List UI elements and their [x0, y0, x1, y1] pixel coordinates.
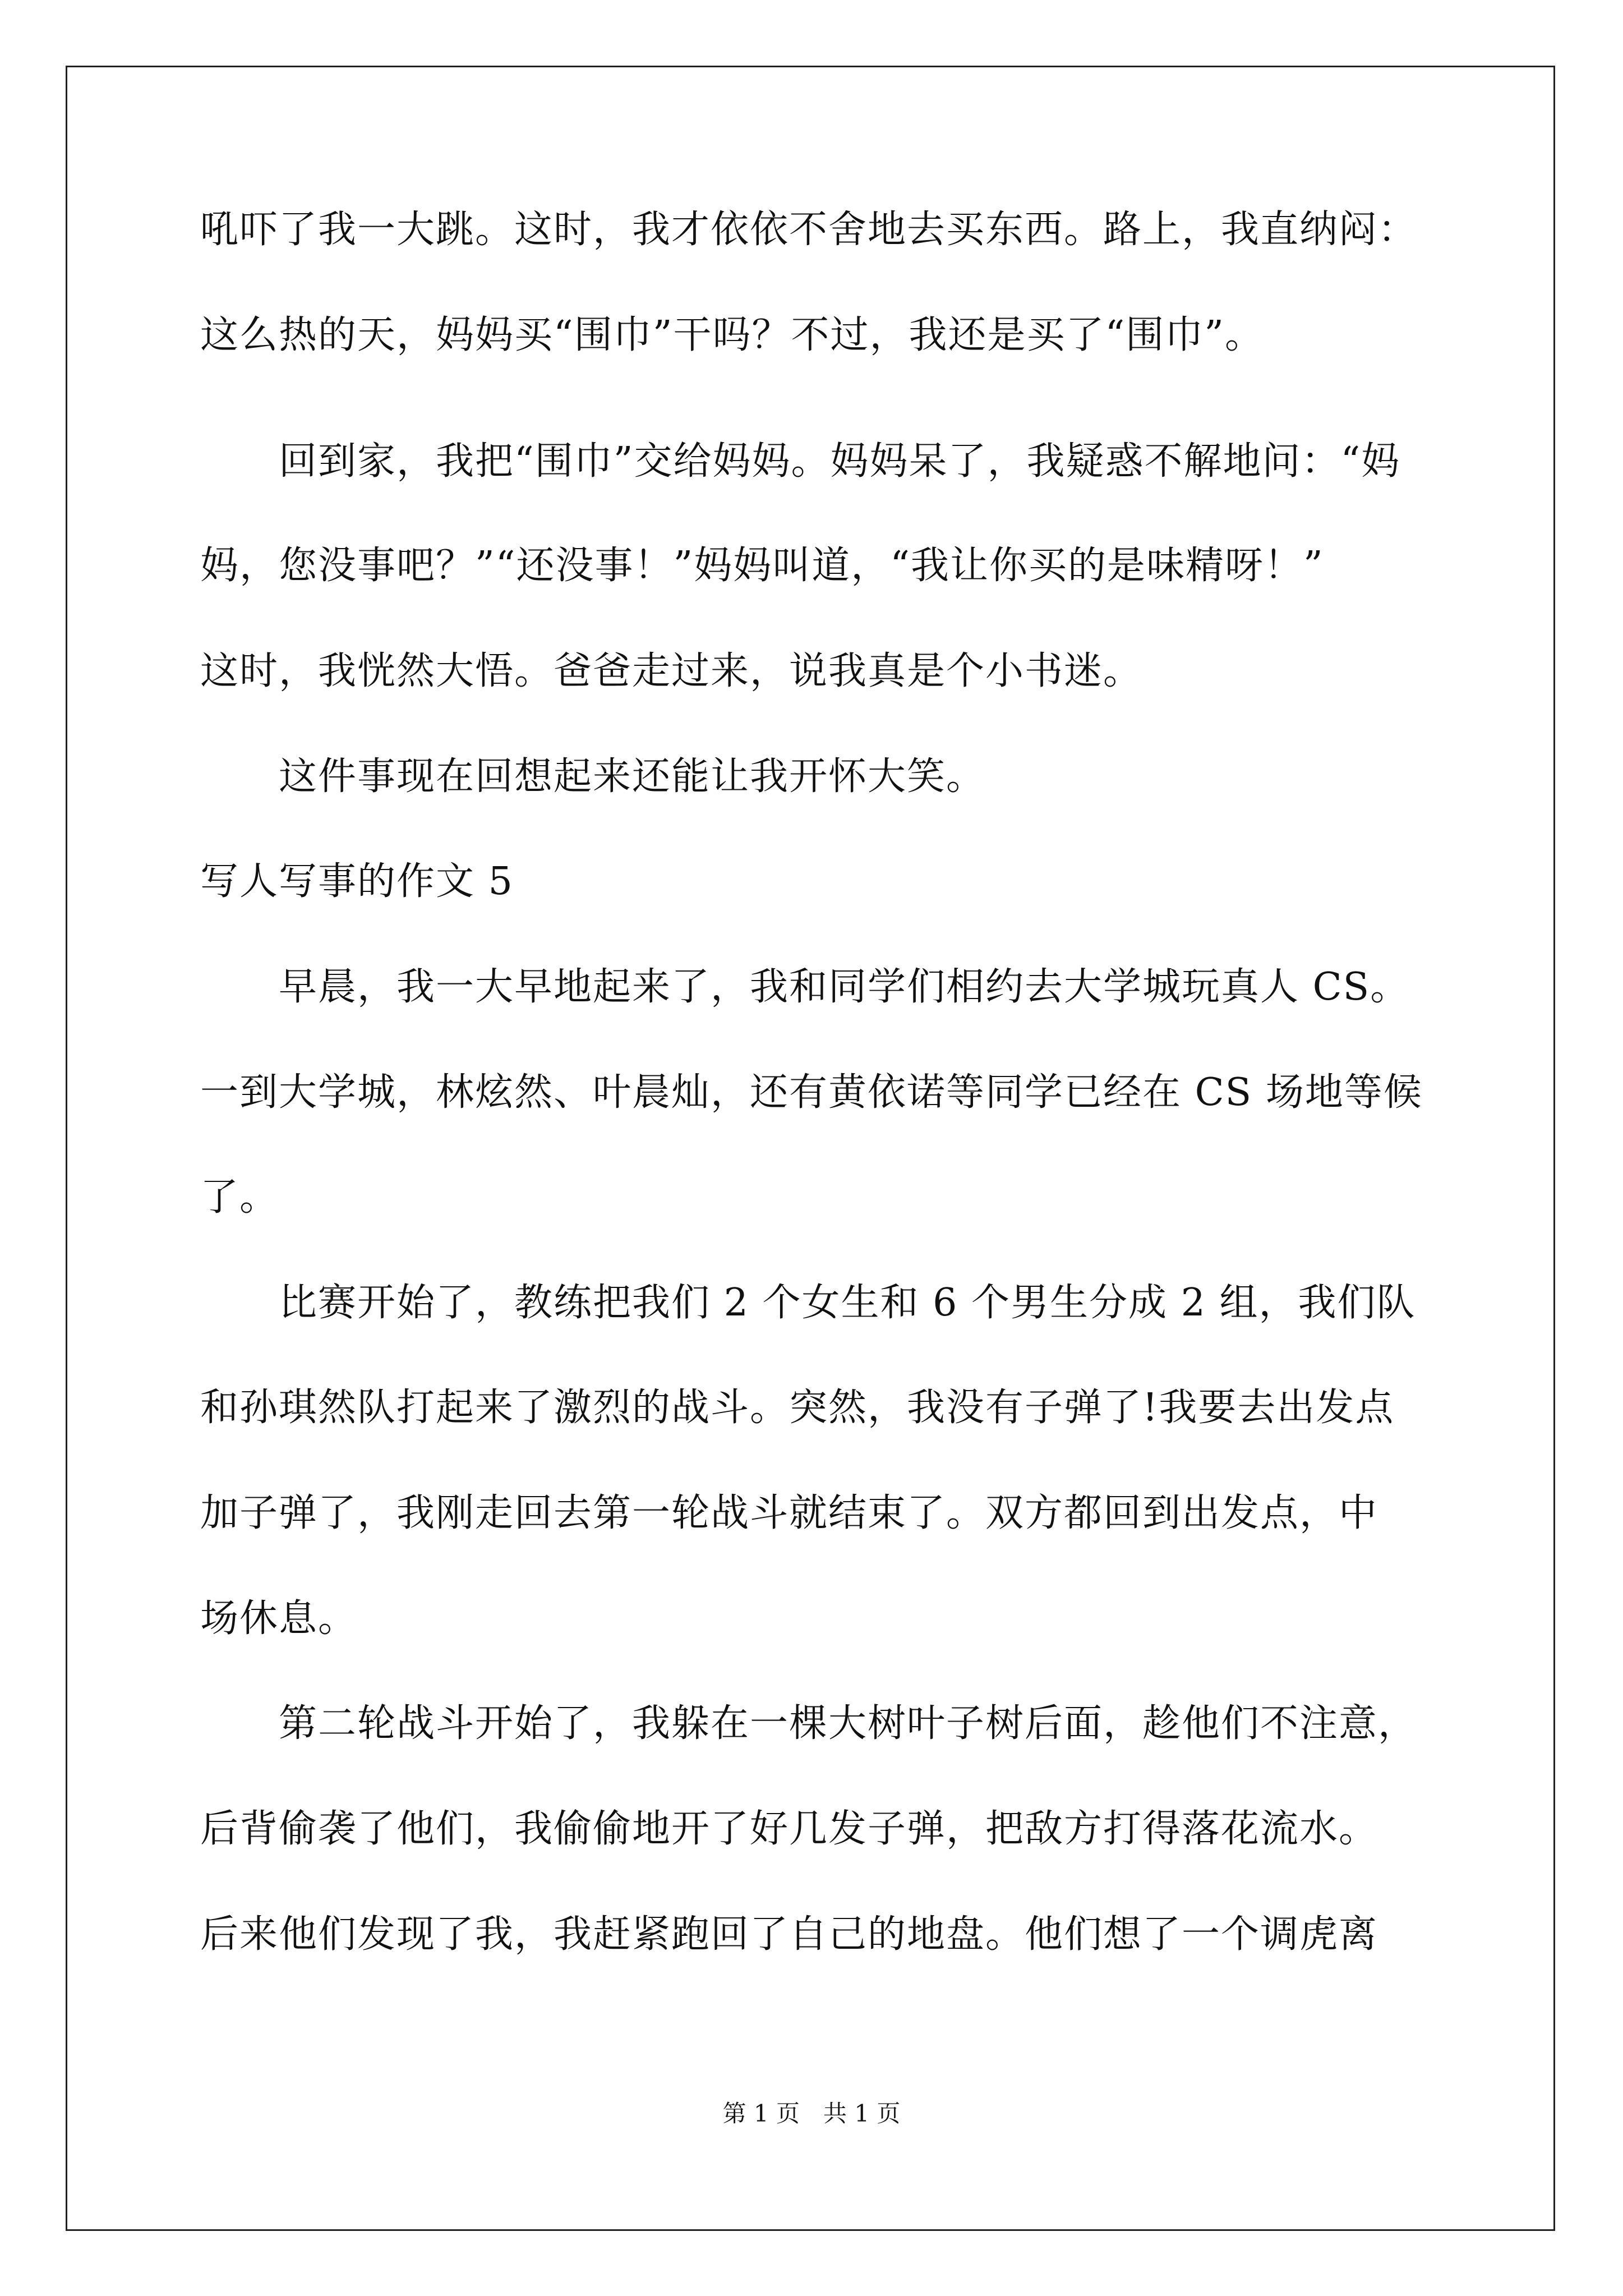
text-line: 这么热的天，妈妈买“围巾”干吗？不过，我还是买了“围巾”。 — [200, 313, 1265, 357]
section-heading: 写人写事的作文 5 — [200, 859, 514, 904]
text-line: 回到家，我把“围巾”交给妈妈。妈妈呆了，我疑惑不解地问：“妈 — [200, 439, 1401, 484]
text-line: 后背偷袭了他们，我偷偷地开了好几发子弹，把敌方打得落花流水。 — [200, 1807, 1378, 1851]
text-line: 早晨，我一大早地起来了，我和同学们相约去大学城玩真人 CS。 — [200, 965, 1410, 1009]
text-line: 一到大学城，林炫然、叶晨灿，还有黄依诺等同学已经在 CS 场地等候 — [200, 1070, 1423, 1115]
text-line: 第二轮战斗开始了，我躲在一棵大树叶子树后面，趁他们不注意， — [200, 1701, 1418, 1746]
text-line: 后来他们发现了我，我赶紧跑回了自己的地盘。他们想了一个调虎离 — [200, 1912, 1378, 1957]
text-line: 场休息。 — [200, 1596, 358, 1641]
text-line: 这件事现在回想起来还能让我开怀大笑。 — [200, 754, 986, 799]
text-line: 了。 — [200, 1175, 279, 1220]
text-line: 和孙琪然队打起来了激烈的战斗。突然，我没有子弹了!我要去出发点 — [200, 1386, 1395, 1430]
page-border — [66, 66, 1555, 2231]
text-line: 妈，您没事吧？”“还没事！”妈妈叫道，“我让你买的是味精呀！” — [200, 544, 1324, 588]
text-line: 这时，我恍然大悟。爸爸走过来，说我真是个小书迷。 — [200, 649, 1143, 693]
page-number-footer: 第 1 页 共 1 页 — [722, 2100, 901, 2127]
text-line: 吼吓了我一大跳。这时，我才依依不舍地去买东西。路上，我直纳闷： — [200, 208, 1418, 252]
text-line: 加子弹了，我刚走回去第一轮战斗就结束了。双方都回到出发点，中 — [200, 1491, 1378, 1535]
text-line: 比赛开始了，教练把我们 2 个女生和 6 个男生分成 2 组，我们队 — [200, 1281, 1416, 1325]
